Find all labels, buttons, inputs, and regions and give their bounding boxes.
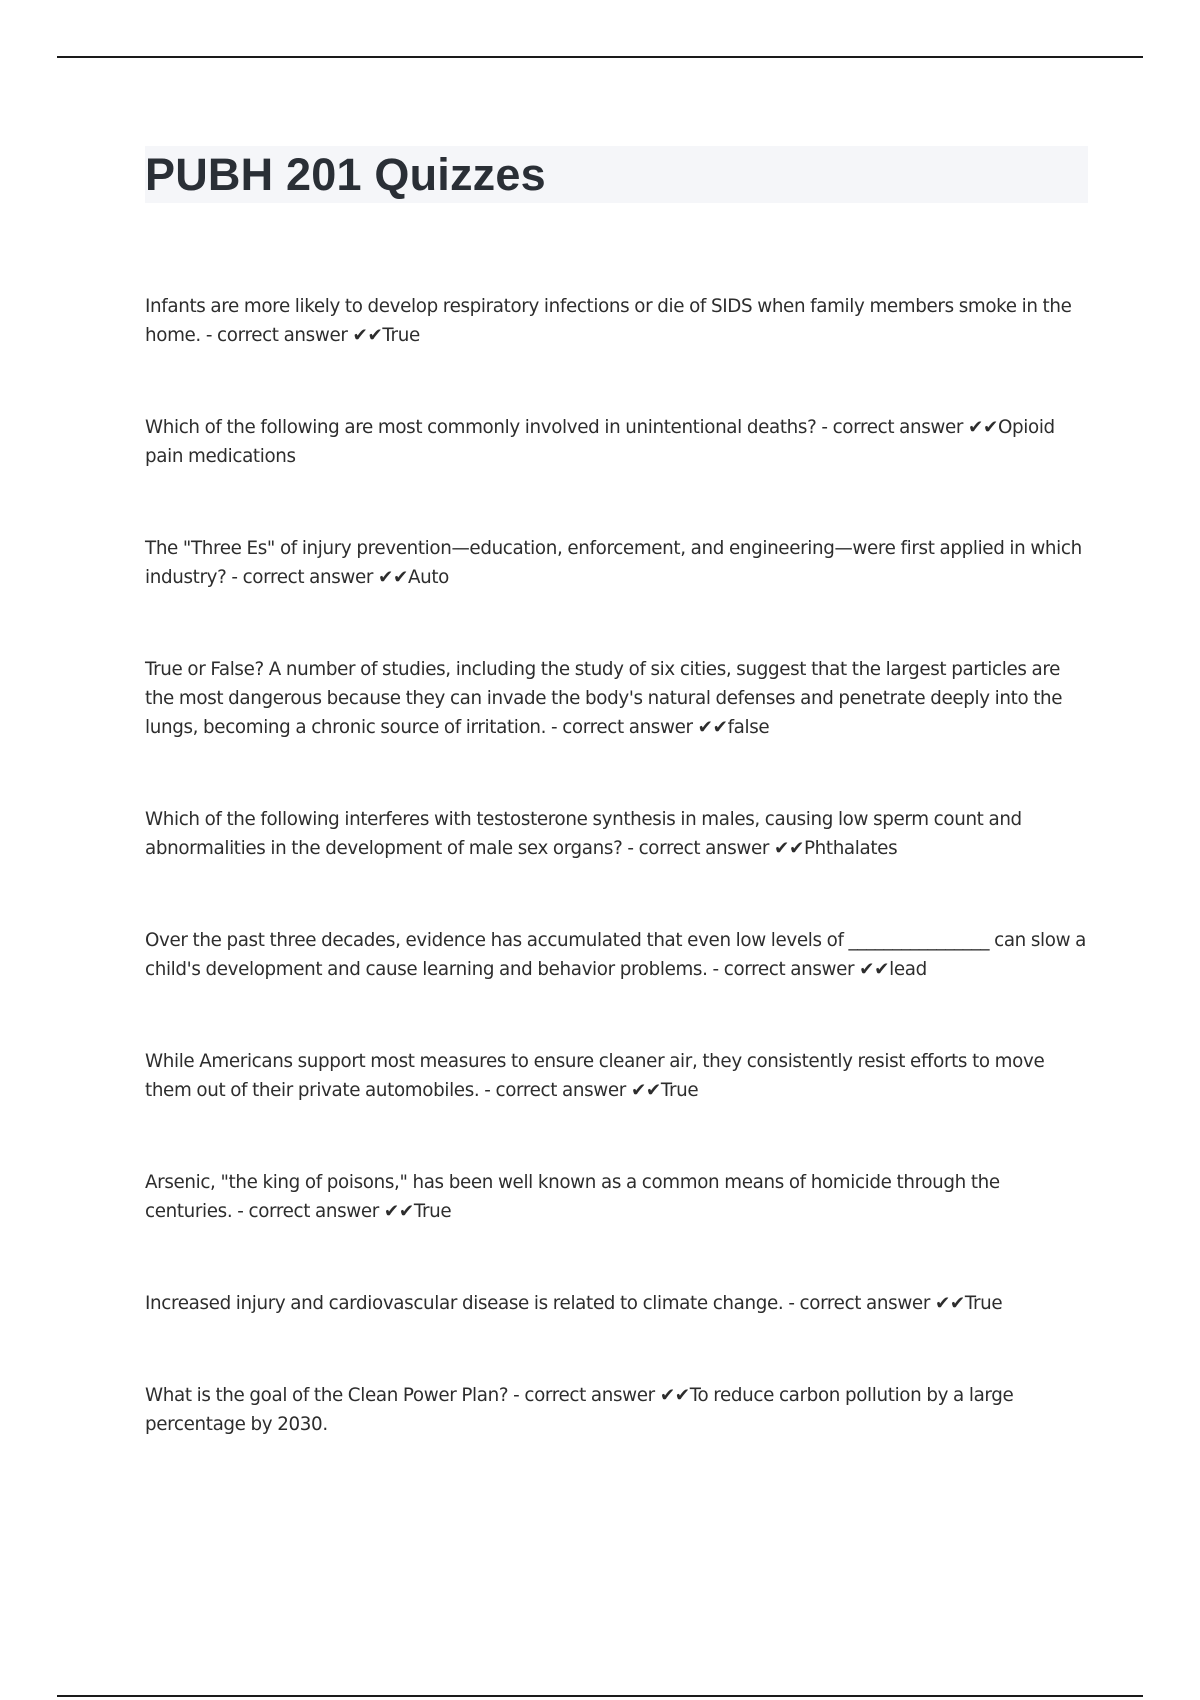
question-text: Which of the following interferes with testosterone synthesis in males, causing low sperm count and abnormalities in the development of male sex organs? (145, 809, 1022, 859)
answer-text: True (413, 1201, 452, 1222)
check-icon: ✔✔ (378, 567, 408, 588)
answer-label: - correct answer (707, 959, 860, 980)
question-text: While Americans support most measures to ensure cleaner air, they consistently resist efforts to move them out of their private automobiles. (145, 1051, 1045, 1101)
answer-text: True (382, 325, 420, 346)
qa-item (145, 534, 1090, 592)
document-title: PUBH 201 Quizzes (145, 149, 546, 200)
answer-label: - correct answer (200, 325, 353, 346)
question-text: Increased injury and cardiovascular disease is related to climate change. (145, 1293, 784, 1314)
answer-text: Opioid pain medications (145, 417, 1055, 467)
answer-text: Auto (407, 567, 450, 588)
header-rule (57, 56, 1143, 58)
answer-label: - correct answer (232, 1201, 384, 1222)
question-text: Infants are more likely to develop respiratory infections or die of SIDS when family members smoke in the home. (145, 296, 1072, 346)
answer-text: True (660, 1080, 699, 1101)
qa-item (145, 292, 1090, 350)
question-text: Arsenic, "the king of poisons," has been well known as a common means of homicide through the centuries. (145, 1172, 1000, 1222)
footer-rule (57, 1695, 1143, 1697)
answer-label: - correct answer (783, 1293, 935, 1314)
answer-label: - correct answer (622, 838, 775, 859)
qa-list (145, 292, 1090, 1502)
qa-item (145, 805, 1090, 863)
qa-item (145, 413, 1090, 471)
check-icon: ✔✔ (859, 959, 890, 980)
answer-text: Phthalates (803, 838, 898, 859)
answer-label: - correct answer (479, 1080, 631, 1101)
qa-item (145, 655, 1090, 742)
check-icon: ✔✔ (697, 717, 728, 738)
question-text: True or False? A number of studies, including the study of six cities, suggest that the largest particles are the most dangerous because they can invade the body's natural defenses and penetrate deeply into the lungs, becoming a chronic source of irritation. (145, 659, 1063, 738)
qa-item (145, 1168, 1090, 1226)
answer-text: To reduce carbon pollution by a large percentage by 2030. (145, 1385, 1014, 1435)
qa-item (145, 1047, 1090, 1105)
qa-item (145, 1289, 1090, 1318)
check-icon: ✔✔ (383, 1201, 414, 1222)
answer-label: - correct answer (508, 1385, 660, 1406)
answer-text: lead (889, 959, 927, 980)
check-icon: ✔✔ (659, 1385, 690, 1406)
question-text: Over the past three decades, evidence has accumulated that even low levels of ________________ can slow a child's development and cause learning and behavior problems. (145, 930, 1087, 980)
question-text: The "Three Es" of injury prevention—education, enforcement, and engineering—were first applied in which industry? (145, 538, 1082, 588)
question-text: What is the goal of the Clean Power Plan? (145, 1385, 509, 1406)
answer-label: - correct answer (816, 417, 969, 438)
question-text: Which of the following are most commonly involved in unintentional deaths? (145, 417, 817, 438)
check-icon: ✔✔ (352, 325, 383, 346)
check-icon: ✔✔ (968, 417, 998, 438)
qa-item (145, 926, 1090, 984)
qa-item (145, 1381, 1090, 1439)
answer-text: false (727, 717, 770, 738)
check-icon: ✔✔ (934, 1293, 965, 1314)
check-icon: ✔✔ (630, 1080, 661, 1101)
answer-label: - correct answer (226, 567, 379, 588)
check-icon: ✔✔ (774, 838, 804, 859)
answer-label: - correct answer (546, 717, 698, 738)
answer-text: True (964, 1293, 1003, 1314)
